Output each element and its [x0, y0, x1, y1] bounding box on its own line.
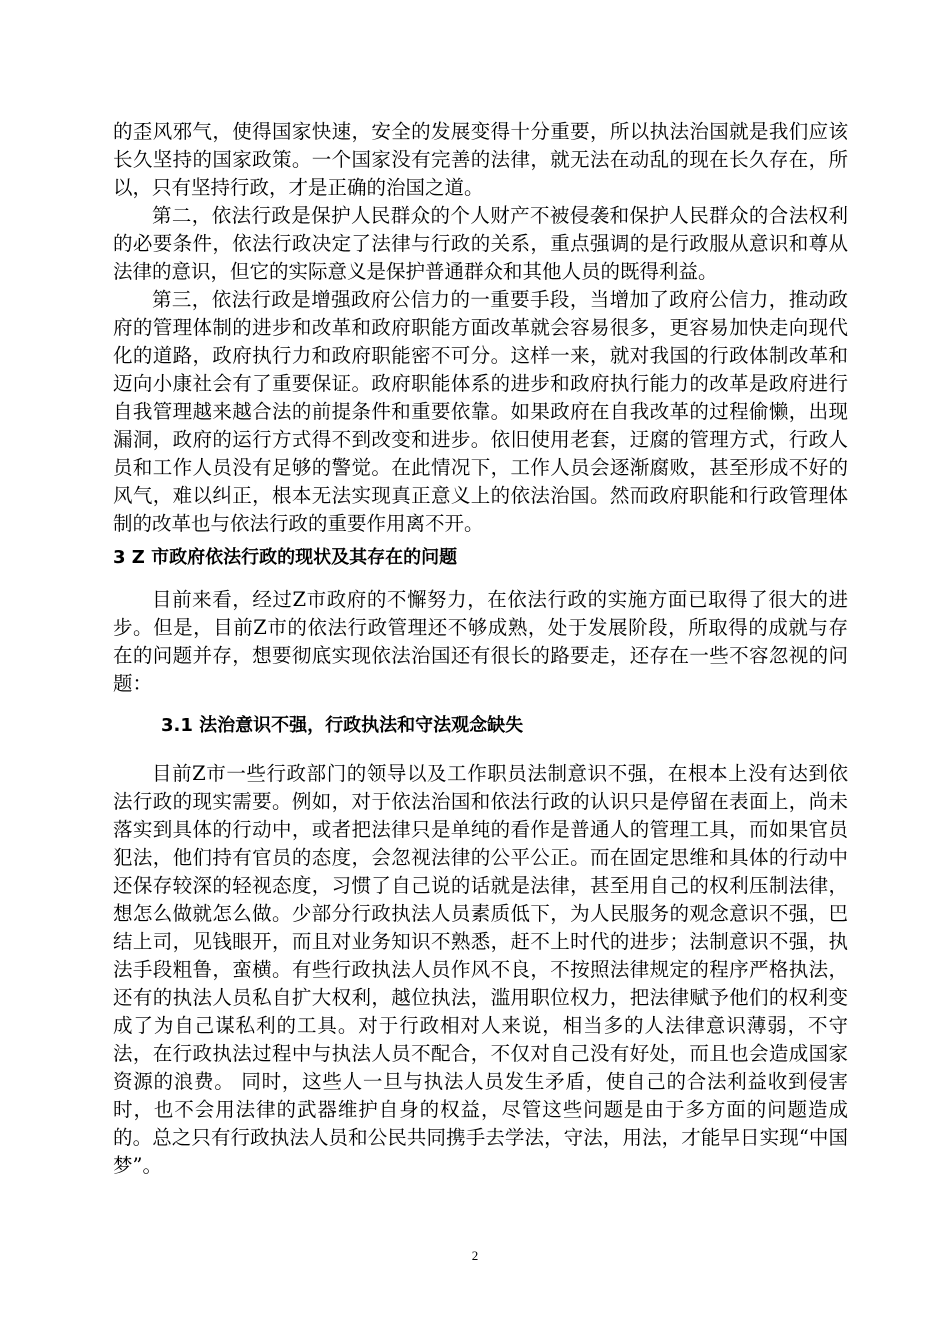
section-3-1-body: 目前Z市一些行政部门的领导以及工作职员法制意识不强，在根本上没有达到依法行政的现实需要。例如，对于依法治国和依法行政的认识只是停留在表面上，尚未落实到具体的行动中，或者把法律只是单纯的看作是普通人的管理工具，而如果官员犯法，他们持有官员的态度，会忽视法律的公平公正。而在固定思维和具体的行动中还保存较深的轻视态度，习惯了自己说的话就是法律，甚至用自己的权利压制法律，想怎么做就怎么做。少部分行政执法人员素质低下，为人民服务的观念意识不强，巴结上司，见钱眼开，而且对业务知识不熟悉，赶不上时代的进步；法制意识不强，执法手段粗鲁，蛮横。有些行政执法人员作风不良，不按照法律规定的程序严格执法，还有的执法人员私自扩大权利，越位执法，滥用职位权力，把法律赋予他们的权利变成了为自己谋私利的工具。对于行政相对人来说，相当多的人法律意识薄弱，不守法，在行政执法过程中与执法人员不配合，不仅对自己没有好处，而且也会造成国家资源的浪费。 同时，这些人一旦与执法人员发生矛盾，使自己的合法利益收到侵害时，也不会用法律的武器维护自身的权益，尽管这些问题是由于多方面的问题造成的。总之只有行政执法人员和公民共同携手去学法，守法，用法，才能早日实现“中国梦”。: [113, 762, 848, 1177]
paragraph-third-point: 第三，依法行政是增强政府公信力的一重要手段，当增加了政府公信力，推动政府的管理体制的进步和改革和政府职能方面改革就会容易很多，更容易加快走向现代化的道路，政府执行力和政府职能密不可分。这样一来，就对我国的行政体制改革和迈向小康社会有了重要保证。政府职能体系的进步和政府执行能力的改革是政府进行自我管理越来越合法的前提条件和重要依靠。如果政府在自我改革的过程偷懒，出现漏洞，政府的运行方式得不到改变和进步。依旧使用老套，迂腐的管理方式，行政人员和工作人员没有足够的警觉。在此情况下，工作人员会逐渐腐败，甚至形成不好的风气，难以纠正，根本无法实现真正意义上的依法治国。然而政府职能和行政管理体制的改革也与依法行政的重要作用离不开。: [113, 288, 848, 535]
paragraph-continuation: 的歪风邪气，使得国家快速，安全的发展变得十分重要，所以执法治国就是我们应该长久坚持的国家政策。一个国家没有完善的法律，就无法在动乱的现在长久存在，所以，只有坚持行政，才是正确的治国之道。: [113, 120, 848, 199]
section-3-heading: 3 Z 市政府依法行政的现状及其存在的问题: [113, 547, 458, 568]
section-3-intro: 目前来看，经过Z市政府的不懈努力，在依法行政的实施方面已取得了很大的进步。但是，目前Z市的依法行政管理还不够成熟，处于发展阶段，所取得的成就与存在的问题并存，想要彻底实现依法治国还有很长的路要走，还存在一些不容忽视的问题：: [113, 588, 848, 695]
document-page: [113, 118, 848, 1180]
paragraph-second-point: 第二，依法行政是保护人民群众的个人财产不被侵袭和保护人民群众的合法权利的必要条件，依法行政决定了法律与行政的关系，重点强调的是行政服从意识和尊从法律的意识，但它的实际意义是保护普通群众和其他人员的既得利益。: [113, 204, 848, 283]
page-number: 2: [471, 1248, 479, 1263]
section-3-1-heading: 3.1 法治意识不强，行政执法和守法观念缺失: [161, 715, 524, 736]
